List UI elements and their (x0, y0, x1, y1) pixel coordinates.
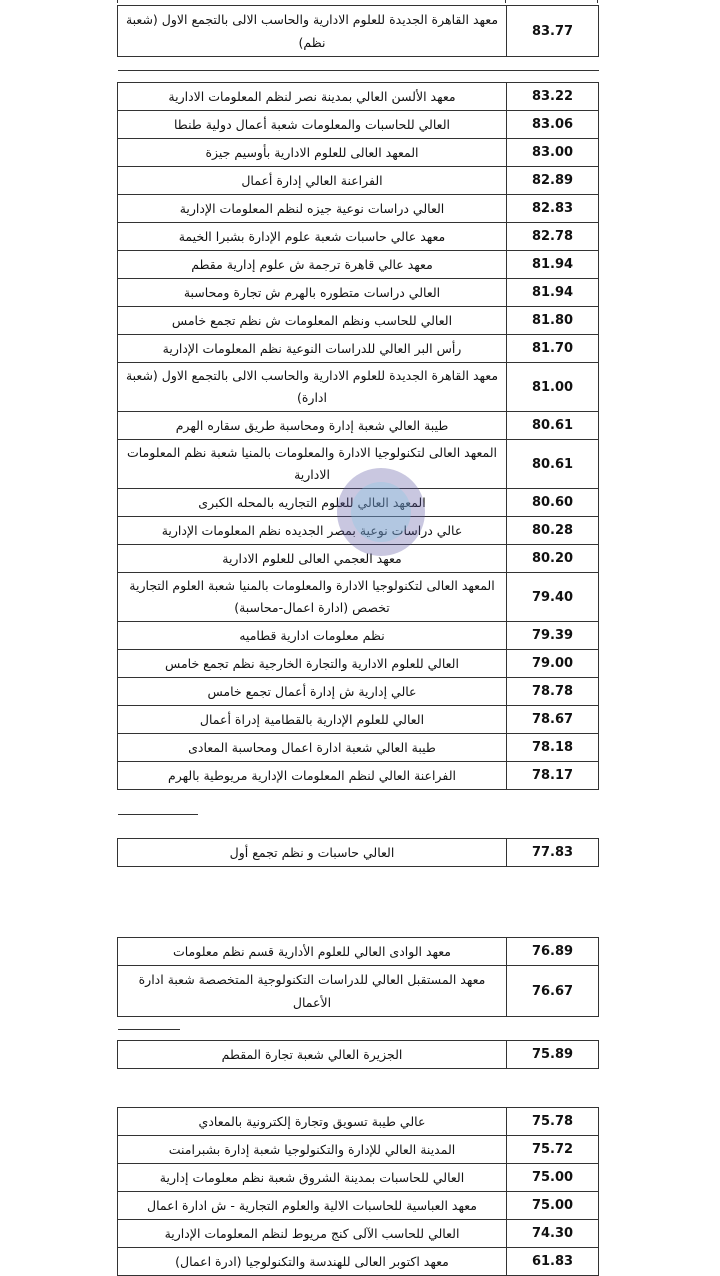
spacer-rule (118, 70, 599, 71)
score-value: 61.83 (507, 1248, 599, 1276)
institute-name: معهد المستقبل العالي للدراسات التكنولوجية المتخصصة شعبة ادارة الأعمال (118, 966, 507, 1017)
table-row (118, 938, 599, 966)
table-row (118, 678, 599, 706)
institute-name: المعهد العالى للعلوم الادارية بأوسيم جيزة (118, 139, 507, 167)
table-row (118, 573, 599, 622)
institute-name: العالي للعلوم الإدارية بالقطامية إدراة أعمال (118, 706, 507, 734)
institute-name: معهد القاهرة الجديدة للعلوم الادارية والحاسب الالى بالتجمع الاول (شعبة ادارة) (118, 363, 507, 412)
table-row (118, 167, 599, 195)
score-value: 82.83 (507, 195, 599, 223)
table-row (118, 762, 599, 790)
score-value: 75.00 (507, 1192, 599, 1220)
scores-table (117, 0, 599, 1276)
score-value: 74.30 (507, 1220, 599, 1248)
institute-name: العالي للحاسب الآلى كنج مريوط لنظم المعلومات الإدارية (118, 1220, 507, 1248)
score-value: 83.77 (507, 6, 599, 57)
table-row (118, 111, 599, 139)
score-value: 75.78 (507, 1108, 599, 1136)
spacer-rule (118, 1029, 180, 1030)
table-row (118, 83, 599, 111)
table-row (118, 139, 599, 167)
institute-name: معهد القاهرة الجديدة للعلوم الادارية والحاسب الالى بالتجمع الاول (شعبة نظم) (118, 6, 507, 57)
table-row (118, 1248, 599, 1276)
score-value: 75.89 (507, 1041, 599, 1069)
institute-name: الفراعنة العالي إدارة أعمال (118, 167, 507, 195)
institute-name: العالي دراسات نوعية جيزه لنظم المعلومات الإدارية (118, 195, 507, 223)
institute-name: نظم معلومات ادارية قطاميه (118, 622, 507, 650)
table-row (118, 195, 599, 223)
watermark-logo (337, 468, 425, 556)
table-row (118, 734, 599, 762)
score-value: 77.83 (507, 839, 599, 867)
table-row (118, 650, 599, 678)
institute-name: العالي دراسات متطوره بالهرم ش تجارة ومحاسبة (118, 279, 507, 307)
score-value: 81.80 (507, 307, 599, 335)
score-value: 75.00 (507, 1164, 599, 1192)
institute-name: معهد الألسن العالي بمدينة نصر لنظم المعلومات الادارية (118, 83, 507, 111)
institute-name: العالي للحاسبات بمدينة الشروق شعبة نظم معلومات إدارية (118, 1164, 507, 1192)
table-row (118, 1136, 599, 1164)
institute-name: الفراعنة العالي لنظم المعلومات الإدارية مريوطية بالهرم (118, 762, 507, 790)
institute-name: طيبة العالي شعبة إدارة ومحاسبة طريق سقاره الهرم (118, 412, 507, 440)
score-value: 78.17 (507, 762, 599, 790)
institute-name: معهد اكتوبر العالى للهندسة والتكنولوجيا (ادرة اعمال) (118, 1248, 507, 1276)
institute-name: العالي للعلوم الادارية والتجارة الخارجية نظم تجمع خامس (118, 650, 507, 678)
table-row (118, 279, 599, 307)
score-value: 80.61 (507, 440, 599, 489)
score-value: 79.40 (507, 573, 599, 622)
table-row (118, 307, 599, 335)
institute-name: الجزيرة العالي شعبة تجارة المقطم (118, 1041, 507, 1069)
score-value: 76.67 (507, 966, 599, 1017)
table-row (118, 1108, 599, 1136)
table-row (118, 966, 599, 1017)
score-value: 83.22 (507, 83, 599, 111)
institute-name: معهد عالي قاهرة ترجمة ش علوم إدارية مقطم (118, 251, 507, 279)
institute-name: عالي طيبة تسويق وتجارة إلكترونية بالمعادي (118, 1108, 507, 1136)
score-value: 78.18 (507, 734, 599, 762)
score-value: 78.78 (507, 678, 599, 706)
institute-name: المدينة العالي للإدارة والتكنولوجيا شعبة إدارة بشبرامنت (118, 1136, 507, 1164)
section-spacer (118, 1069, 599, 1108)
table-row (118, 251, 599, 279)
score-value: 76.89 (507, 938, 599, 966)
institute-name: معهد الوادى العالي للعلوم الأدارية قسم نظم معلومات (118, 938, 507, 966)
table-row (118, 1041, 599, 1069)
score-value: 78.67 (507, 706, 599, 734)
table-row (118, 6, 599, 57)
score-value: 79.00 (507, 650, 599, 678)
institute-name: عالي إدارية ش إدارة أعمال تجمع خامس (118, 678, 507, 706)
score-value: 80.61 (507, 412, 599, 440)
institute-name: العالي للحاسبات والمعلومات شعبة أعمال دولية طنطا (118, 111, 507, 139)
score-value: 80.60 (507, 489, 599, 517)
table-row (118, 1164, 599, 1192)
score-value: 81.94 (507, 279, 599, 307)
institute-name: المعهد العالى لتكنولوجيا الادارة والمعلومات بالمنيا شعبة نظم المعلومات الادارية (118, 440, 507, 489)
score-value: 83.06 (507, 111, 599, 139)
table-row (118, 706, 599, 734)
section-spacer (118, 1017, 599, 1041)
table-row (118, 1192, 599, 1220)
score-value: 80.28 (507, 517, 599, 545)
institute-name: رأس البر العالي للدراسات النوعية نظم المعلومات الإدارية (118, 335, 507, 363)
score-value: 81.70 (507, 335, 599, 363)
table-row (118, 622, 599, 650)
table-row (118, 223, 599, 251)
spacer-rule (118, 814, 198, 815)
institute-name: معهد عالي حاسبات شعبة علوم الإدارة بشبرا الخيمة (118, 223, 507, 251)
score-value: 82.78 (507, 223, 599, 251)
section-spacer (118, 790, 599, 839)
score-value: 75.72 (507, 1136, 599, 1164)
institute-name: عالي دراسات نوعية بمصر الجديده نظم المعلومات الإدارية (118, 517, 507, 545)
scores-table-sheet (117, 0, 598, 1276)
score-value: 82.89 (507, 167, 599, 195)
institute-name: معهد العجمي العالى للعلوم الادارية (118, 545, 507, 573)
section-spacer (118, 867, 599, 938)
section-spacer (118, 57, 599, 83)
institute-name: المعهد العالى لتكنولوجيا الادارة والمعلومات بالمنيا شعبة العلوم التجارية تخصص (ادارة اعمال-محاسبة) (118, 573, 507, 622)
institute-name: العالي للحاسب ونظم المعلومات ش نظم تجمع خامس (118, 307, 507, 335)
score-value: 81.00 (507, 363, 599, 412)
table-row (118, 1220, 599, 1248)
table-row (118, 363, 599, 412)
score-value: 79.39 (507, 622, 599, 650)
score-value: 80.20 (507, 545, 599, 573)
score-value: 81.94 (507, 251, 599, 279)
table-row (118, 839, 599, 867)
table-row (118, 335, 599, 363)
institute-name: معهد العباسية للحاسبات الالية والعلوم التجارية - ش ادارة اعمال (118, 1192, 507, 1220)
institute-name: المعهد العالي للعلوم التجاريه بالمحله الكبرى (118, 489, 507, 517)
institute-name: العالي حاسبات و نظم تجمع أول (118, 839, 507, 867)
table-row (118, 412, 599, 440)
score-value: 83.00 (507, 139, 599, 167)
institute-name: طيبة العالي شعبة ادارة اعمال ومحاسبة المعادى (118, 734, 507, 762)
